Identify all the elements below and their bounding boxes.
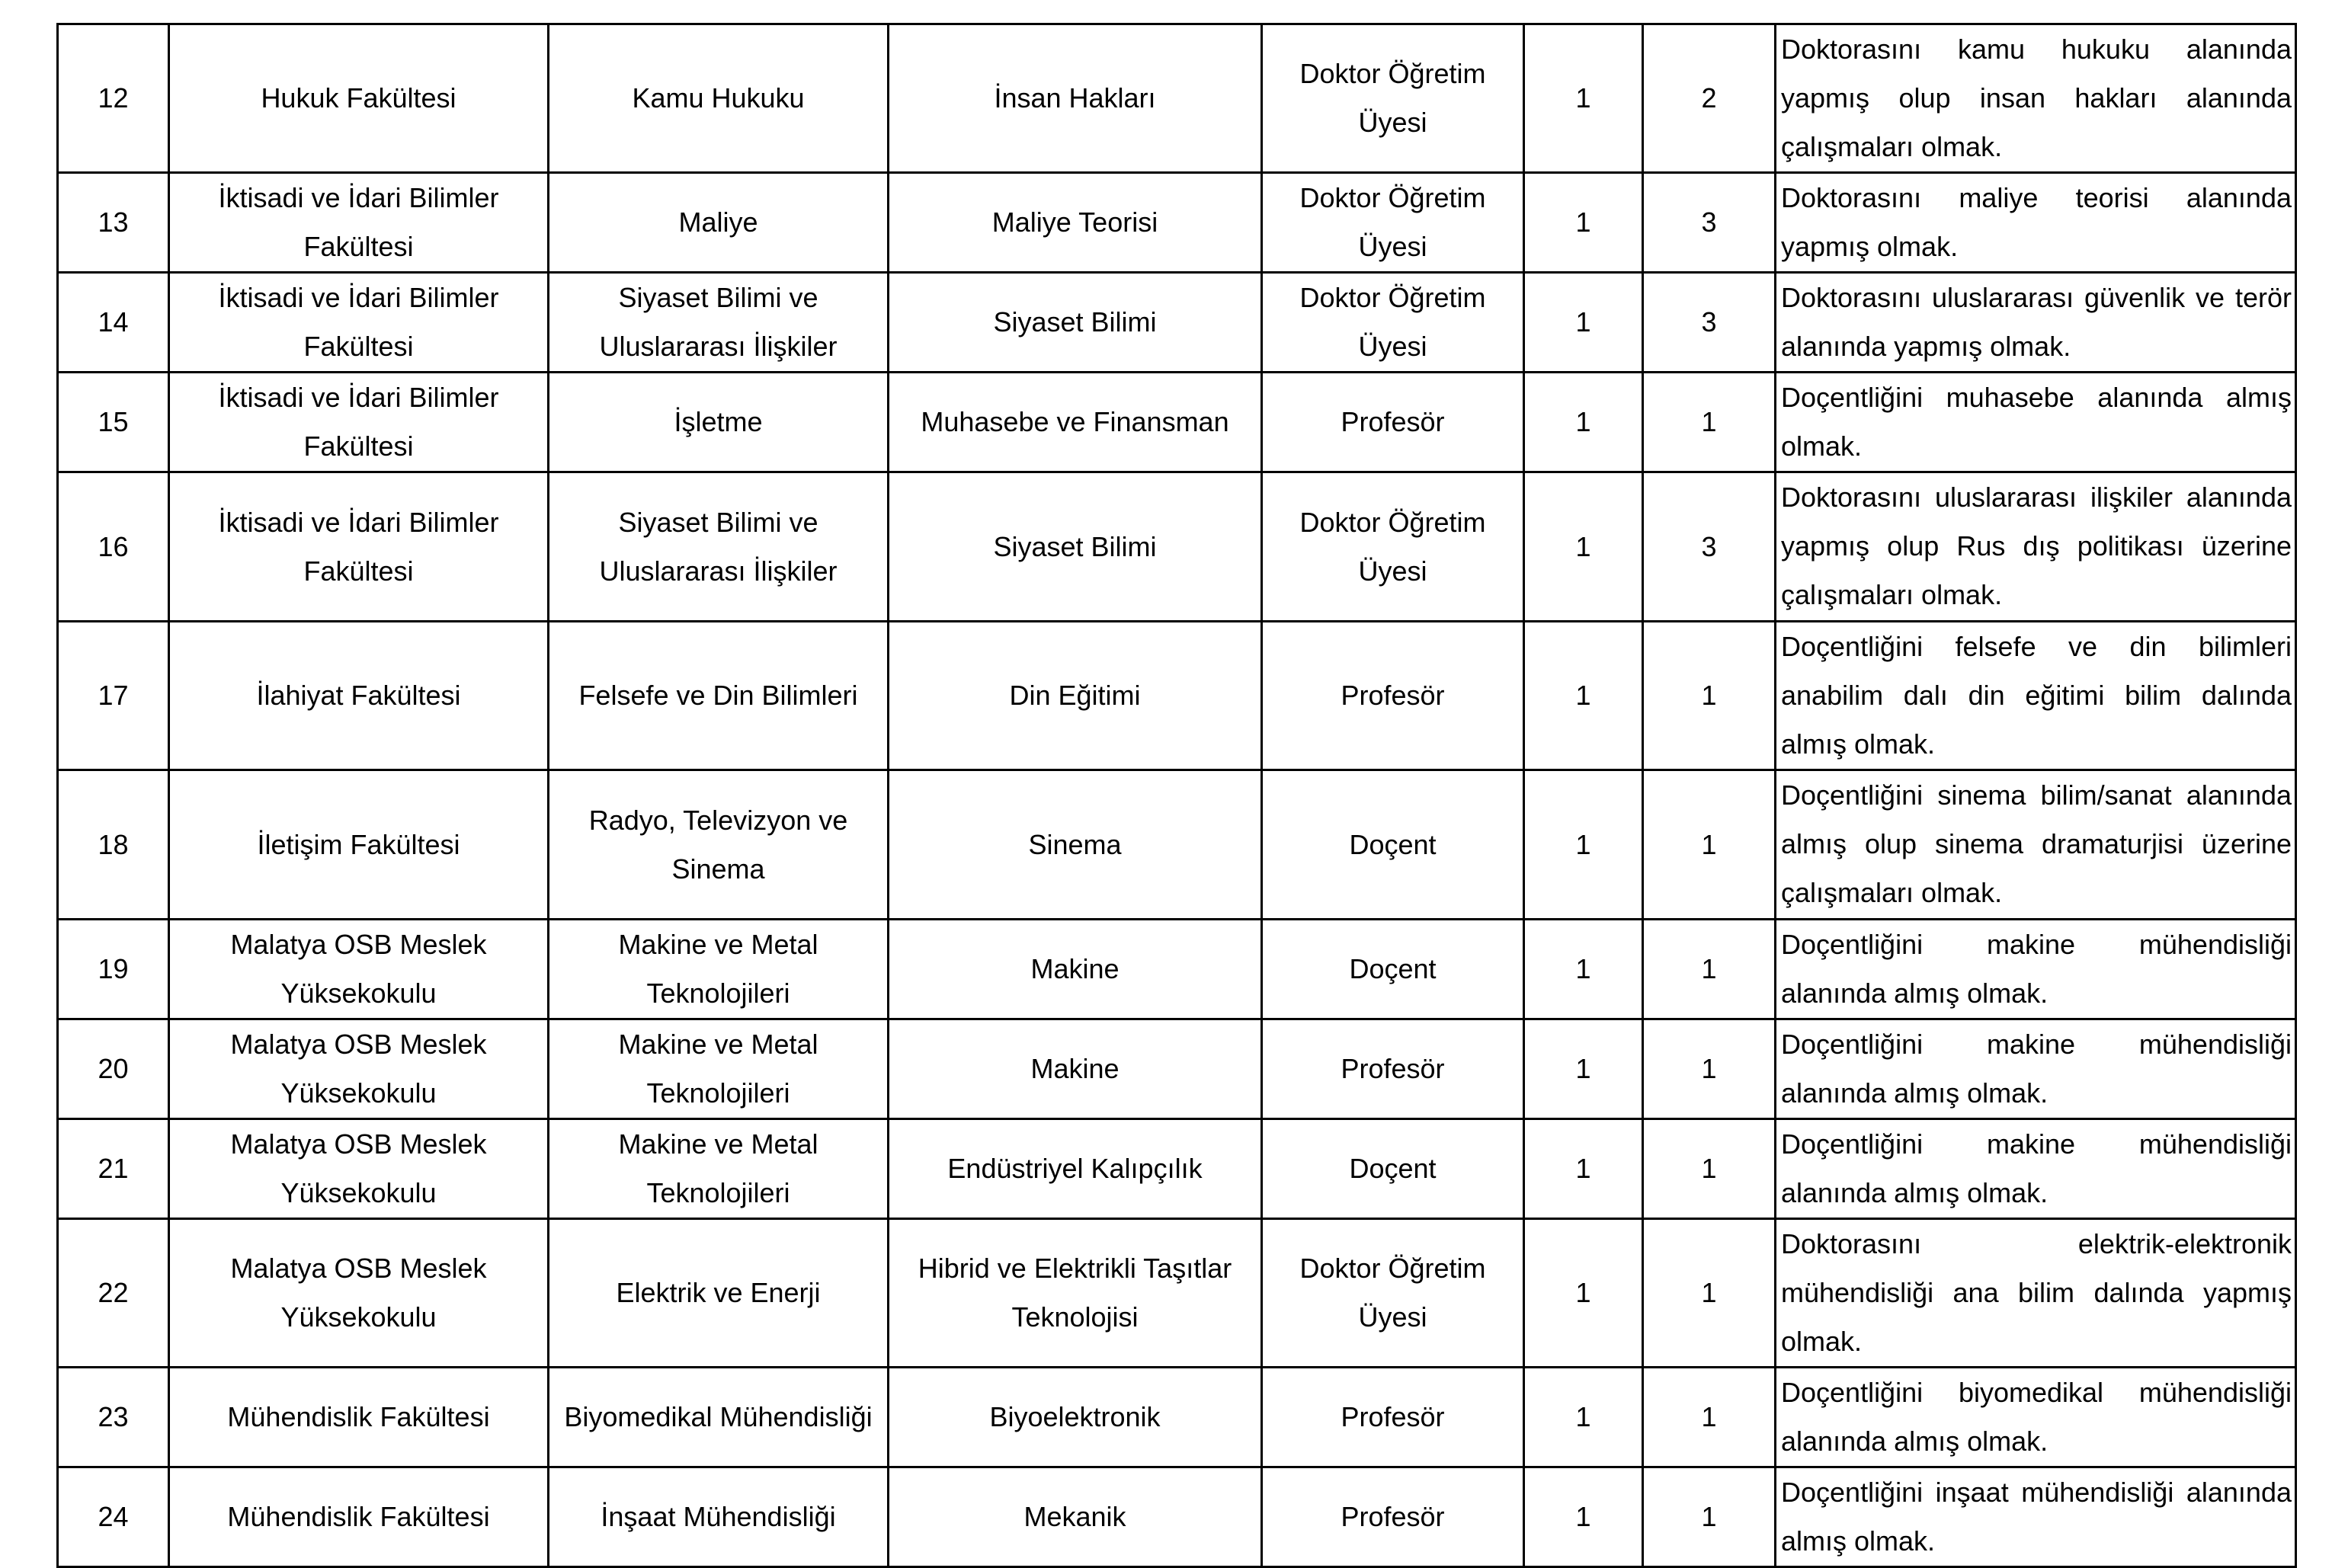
table-row — [58, 273, 2296, 373]
notes-cell: Doçentliğini inşaat mühendisliği alanında almış olmak. — [1776, 1467, 2296, 1567]
row-number-cell: 20 — [58, 1019, 169, 1119]
title-cell: Doçent — [1262, 1119, 1524, 1219]
notes-cell: Doçentliğini makine mühendisliği alanında almış olmak. — [1776, 920, 2296, 1019]
department-cell: İşletme — [549, 373, 889, 472]
positions-table — [56, 23, 2297, 1568]
row-number-cell: 14 — [58, 273, 169, 373]
count-cell: 3 — [1643, 472, 1776, 622]
department-cell: Siyaset Bilimi ve Uluslararası İlişkiler — [549, 472, 889, 622]
department-cell: Makine ve Metal Teknolojileri — [549, 1119, 889, 1219]
unit-cell: Malatya OSB Meslek Yüksekokulu — [169, 920, 549, 1019]
title-cell: Profesör — [1262, 1368, 1524, 1467]
department-cell: Maliye — [549, 173, 889, 273]
degree-cell: 1 — [1524, 622, 1643, 770]
unit-cell: Malatya OSB Meslek Yüksekokulu — [169, 1119, 549, 1219]
notes-cell: Doçentliğini biyomedikal mühendisliği alanında almış olmak. — [1776, 1368, 2296, 1467]
unit-cell: İktisadi ve İdari Bilimler Fakültesi — [169, 373, 549, 472]
count-cell: 1 — [1643, 770, 1776, 920]
notes-cell: Doçentliğini muhasebe alanında almış olmak. — [1776, 373, 2296, 472]
row-number-cell: 16 — [58, 472, 169, 622]
field-cell: Maliye Teorisi — [889, 173, 1262, 273]
unit-cell: İktisadi ve İdari Bilimler Fakültesi — [169, 472, 549, 622]
table-row — [58, 770, 2296, 920]
table-row — [58, 1467, 2296, 1567]
row-number-cell: 18 — [58, 770, 169, 920]
table-row — [58, 1219, 2296, 1368]
field-cell: Makine — [889, 1019, 1262, 1119]
department-cell: Radyo, Televizyon ve Sinema — [549, 770, 889, 920]
row-number-cell: 12 — [58, 24, 169, 173]
title-cell: Doktor Öğretim Üyesi — [1262, 173, 1524, 273]
table-row — [58, 1019, 2296, 1119]
department-cell: Makine ve Metal Teknolojileri — [549, 1019, 889, 1119]
degree-cell: 1 — [1524, 373, 1643, 472]
row-number-cell: 15 — [58, 373, 169, 472]
field-cell: Siyaset Bilimi — [889, 472, 1262, 622]
title-cell: Doktor Öğretim Üyesi — [1262, 1219, 1524, 1368]
field-cell: Din Eğitimi — [889, 622, 1262, 770]
department-cell: Elektrik ve Enerji — [549, 1219, 889, 1368]
field-cell: Siyaset Bilimi — [889, 273, 1262, 373]
notes-cell: Doktorasını kamu hukuku alanında yapmış olup insan hakları alanında çalışmaları olmak. — [1776, 24, 2296, 173]
notes-cell: Doçentliğini makine mühendisliği alanında almış olmak. — [1776, 1019, 2296, 1119]
degree-cell: 1 — [1524, 1368, 1643, 1467]
degree-cell: 1 — [1524, 1219, 1643, 1368]
unit-cell: Hukuk Fakültesi — [169, 24, 549, 173]
degree-cell: 1 — [1524, 472, 1643, 622]
count-cell: 1 — [1643, 1019, 1776, 1119]
count-cell: 2 — [1643, 24, 1776, 173]
department-cell: Siyaset Bilimi ve Uluslararası İlişkiler — [549, 273, 889, 373]
unit-cell: İletişim Fakültesi — [169, 770, 549, 920]
notes-cell: Doçentliğini sinema bilim/sanat alanında almış olup sinema dramaturjisi üzerine çalışmaları olmak. — [1776, 770, 2296, 920]
notes-cell: Doktorasını maliye teorisi alanında yapmış olmak. — [1776, 173, 2296, 273]
row-number-cell: 22 — [58, 1219, 169, 1368]
count-cell: 1 — [1643, 622, 1776, 770]
field-cell: Mekanik — [889, 1467, 1262, 1567]
field-cell: Muhasebe ve Finansman — [889, 373, 1262, 472]
field-cell: Makine — [889, 920, 1262, 1019]
title-cell: Profesör — [1262, 622, 1524, 770]
field-cell: Endüstriyel Kalıpçılık — [889, 1119, 1262, 1219]
title-cell: Profesör — [1262, 373, 1524, 472]
degree-cell: 1 — [1524, 1119, 1643, 1219]
count-cell: 1 — [1643, 920, 1776, 1019]
unit-cell: Malatya OSB Meslek Yüksekokulu — [169, 1019, 549, 1119]
count-cell: 1 — [1643, 373, 1776, 472]
title-cell: Doçent — [1262, 920, 1524, 1019]
notes-cell: Doktorasını uluslararası güvenlik ve terör alanında yapmış olmak. — [1776, 273, 2296, 373]
count-cell: 1 — [1643, 1119, 1776, 1219]
title-cell: Profesör — [1262, 1467, 1524, 1567]
table-row — [58, 622, 2296, 770]
title-cell: Doktor Öğretim Üyesi — [1262, 273, 1524, 373]
degree-cell: 1 — [1524, 920, 1643, 1019]
degree-cell: 1 — [1524, 24, 1643, 173]
degree-cell: 1 — [1524, 273, 1643, 373]
count-cell: 1 — [1643, 1219, 1776, 1368]
degree-cell: 1 — [1524, 770, 1643, 920]
unit-cell: Mühendislik Fakültesi — [169, 1467, 549, 1567]
row-number-cell: 19 — [58, 920, 169, 1019]
department-cell: Makine ve Metal Teknolojileri — [549, 920, 889, 1019]
table-body — [58, 24, 2296, 1567]
unit-cell: İktisadi ve İdari Bilimler Fakültesi — [169, 173, 549, 273]
unit-cell: İktisadi ve İdari Bilimler Fakültesi — [169, 273, 549, 373]
title-cell: Profesör — [1262, 1019, 1524, 1119]
field-cell: Biyoelektronik — [889, 1368, 1262, 1467]
degree-cell: 1 — [1524, 1467, 1643, 1567]
degree-cell: 1 — [1524, 1019, 1643, 1119]
count-cell: 1 — [1643, 1368, 1776, 1467]
table-row — [58, 373, 2296, 472]
count-cell: 1 — [1643, 1467, 1776, 1567]
positions-table-wrapper — [56, 23, 2297, 1568]
table-row — [58, 24, 2296, 173]
row-number-cell: 17 — [58, 622, 169, 770]
degree-cell: 1 — [1524, 173, 1643, 273]
table-row — [58, 173, 2296, 273]
field-cell: Sinema — [889, 770, 1262, 920]
table-row — [58, 1368, 2296, 1467]
row-number-cell: 23 — [58, 1368, 169, 1467]
title-cell: Doçent — [1262, 770, 1524, 920]
row-number-cell: 21 — [58, 1119, 169, 1219]
notes-cell: Doçentliğini felsefe ve din bilimleri anabilim dalı din eğitimi bilim dalında almış olmak. — [1776, 622, 2296, 770]
count-cell: 3 — [1643, 173, 1776, 273]
row-number-cell: 24 — [58, 1467, 169, 1567]
table-row — [58, 920, 2296, 1019]
department-cell: Felsefe ve Din Bilimleri — [549, 622, 889, 770]
count-cell: 3 — [1643, 273, 1776, 373]
table-row — [58, 1119, 2296, 1219]
title-cell: Doktor Öğretim Üyesi — [1262, 472, 1524, 622]
notes-cell: Doçentliğini makine mühendisliği alanında almış olmak. — [1776, 1119, 2296, 1219]
row-number-cell: 13 — [58, 173, 169, 273]
unit-cell: Malatya OSB Meslek Yüksekokulu — [169, 1219, 549, 1368]
department-cell: İnşaat Mühendisliği — [549, 1467, 889, 1567]
notes-cell: Doktorasını elektrik-elektronik mühendisliği ana bilim dalında yapmış olmak. — [1776, 1219, 2296, 1368]
unit-cell: Mühendislik Fakültesi — [169, 1368, 549, 1467]
notes-cell: Doktorasını uluslararası ilişkiler alanında yapmış olup Rus dış politikası üzerine çalışmaları olmak. — [1776, 472, 2296, 622]
department-cell: Biyomedikal Mühendisliği — [549, 1368, 889, 1467]
field-cell: Hibrid ve Elektrikli Taşıtlar Teknolojisi — [889, 1219, 1262, 1368]
table-row — [58, 472, 2296, 622]
field-cell: İnsan Hakları — [889, 24, 1262, 173]
unit-cell: İlahiyat Fakültesi — [169, 622, 549, 770]
department-cell: Kamu Hukuku — [549, 24, 889, 173]
title-cell: Doktor Öğretim Üyesi — [1262, 24, 1524, 173]
